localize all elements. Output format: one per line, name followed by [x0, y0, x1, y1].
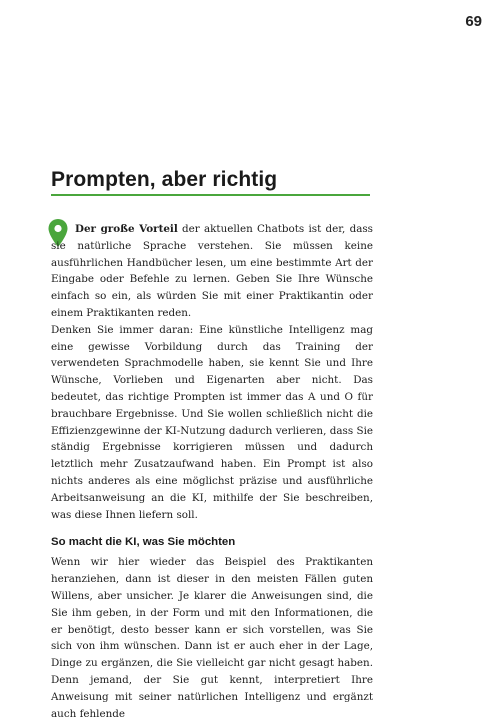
article-body — [51, 221, 373, 722]
title-underline — [51, 194, 370, 196]
paragraph-2: Denken Sie immer daran: Eine künstliche Intelligenz mag eine gewisse Vorbildung durch das Training der verwendeten Sprachmodelle haben, sie kennt Sie und Ihre Wünsche, Vorlieben und Eigenarten aber nicht. Das bedeutet, das richtige Prompten ist immer das A und O für brauchbare Ergebnisse. Und Sie wollen schließlich nicht die Effizienzgewinne der KI-Nutzung dadurch verlieren, dass Sie ständig Ergebnisse korrigieren müssen und dadurch letztlich mehr Zusatzaufwand haben. Ein Prompt ist also nichts anderes als eine möglichst präzise und ausführliche Arbeitsanweisung an die KI, mithilfe der Sie beschreiben, was diese Ihnen liefern soll. — [51, 323, 373, 521]
page-number: 69 — [465, 13, 482, 30]
subsection-title: So macht die KI, was Sie möchten — [51, 536, 236, 549]
intro-lead: Der große Vorteil — [75, 223, 178, 235]
intro-paragraph — [51, 221, 373, 322]
section-title: Prompten, aber richtig — [51, 168, 278, 191]
subsection-paragraph: Wenn wir hier wieder das Beispiel des Praktikanten heranziehen, dann ist dieser in den meisten Fällen guten Willens, aber unsicher. Je klarer die Anweisungen sind, die Sie ihm geben, in der Form und mit den Informationen, die er benötigt, desto besser kann er sich vorstellen, was Sie sich von ihm wünschen. Dann ist er auch eher in der Lage, Dinge zu ergänzen, die Sie vielleicht gar nicht gesagt haben. Denn jemand, der Sie gut kennt, interpretiert Ihre Anweisung mit seiner natürlichen Intelligenz und ergänzt auch fehlende — [51, 556, 373, 720]
intro-text: der aktuellen Chatbots ist der, dass sie natürliche Sprache verstehen. Sie müssen keine ausführlichen Handbücher lesen, um eine bestimmte Art der Eingabe oder Befehle zu lernen. Geben Sie Ihre Wünsche einfach so ein, als würden Sie mit einer Praktikantin oder einem Praktikanten reden. — [51, 223, 373, 319]
